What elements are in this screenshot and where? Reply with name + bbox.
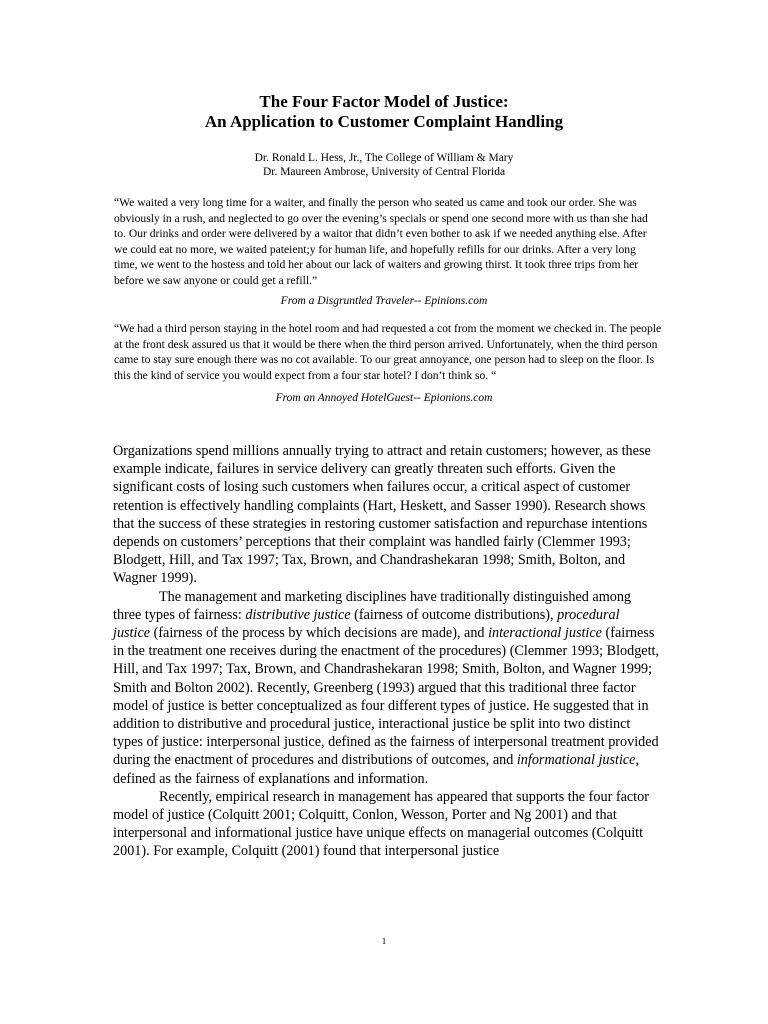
body-paragraph: [113, 442, 660, 588]
text-run: (fairness of outcome distributions),: [350, 606, 558, 623]
text-run: The management and marketing disciplines have traditionally distinguished among three types of fairness:: [113, 588, 632, 623]
italic-term: interactional justice: [488, 625, 602, 642]
italic-term: informational justice,: [516, 752, 640, 769]
epigraph-source-1: From a Disgruntled Traveler-- Epinions.com: [280, 295, 488, 307]
text-run: Recently, empirical research in management has appeared that supports the four factor model of justice (Colquitt 2001; Colquitt, Conlon, Wesson, Porter and Ng 2001) and that interpersonal and informational justice have unique effects on managerial outcomes (Colquitt 2001). For example, Colquitt (2001) found that interpersonal justice: [113, 788, 649, 860]
text-run: defined as the fairness of explanations and information.: [113, 770, 429, 787]
body-text: [113, 442, 660, 861]
epigraph-quote-2: “We had a third person staying in the hotel room and had requested a cot from the moment we checked in. The people at the front desk assured us that it would be there when the third person arrived. Unfortunately, when the third person came to stay sure enough there was no cot available. To our great annoyance, one person had to sleep on the floor. Is this the kind of service you would expect from a four star hotel? I don’t think so. “: [114, 322, 662, 382]
epigraph-quote-1: “We waited a very long time for a waiter, and finally the person who seated us came and took our order. She was obviously in a rush, and neglected to go over the evening’s specials or spend one second more with us than she had to. Our drinks and order were delivered by a waitor that didn’t even bother to ask if we needed anything else. After we could eat no more, we waited pateient;y for human life, and hopefully refills for our drinks. After a very long time, we went to the hostess and told her about our lack of waiters and growing thirst. It took three trips from her before we saw anyone or could get a refill.”: [114, 196, 648, 287]
italic-term: procedural justice: [113, 606, 620, 642]
text-run: Organizations spend millions annually trying to attract and retain customers; however, as these example indicate, failures in service delivery can greatly threaten such efforts. Given the significant costs of losing such customers when failures occur, a critical aspect of customer retention is effectively handling complaints (Hart, Heskett, and Sasser 1990). Research shows that the success of these strategies in restoring customer satisfaction and repurchase intentions depends on customers’ perceptions that their complaint was handled fairly (Clemmer 1993; Blodgett, Hill, and Tax 1997; Tax, Brown, and Chandrashekaran 1998; Smith, Bolton, and Wagner 1999).: [113, 443, 651, 587]
paper-title-line-1: The Four Factor Model of Justice:: [259, 92, 509, 111]
author-line-2: Dr. Maureen Ambrose, University of Central Florida: [262, 166, 506, 178]
italic-term: distributive justice: [245, 606, 351, 623]
page-number: 1: [381, 936, 387, 946]
body-paragraph: [113, 788, 660, 861]
paper-title-line-2: An Application to Customer Complaint Handling: [204, 112, 564, 131]
author-line-1: Dr. Ronald L. Hess, Jr., The College of William & Mary: [254, 152, 514, 164]
text-run: (fairness of the process by which decisions are made), and: [150, 625, 489, 642]
epigraph-source-2: From an Annoyed HotelGuest-- Epionions.com: [275, 392, 493, 404]
text-run: (fairness in the treatment one receives during the enactment of the procedures) (Clemmer 1993; Blodgett, Hill, and Tax 1997; Tax, Brown, and Chandrashekaran 1998; Smith, Bolton, and Wagner 1999; Smith and Bolton 2002). Recently, Greenberg (1993) argued that this traditional three factor model of justice is better conceptualized as four different types of justice. He suggested that in addition to distributive and procedural justice, interactional justice be split into two distinct types of justice: interpersonal justice, defined as the fairness of interpersonal treatment provided during the enactment of procedures and distributions of outcomes, and: [113, 625, 660, 769]
body-paragraph: [113, 588, 660, 788]
